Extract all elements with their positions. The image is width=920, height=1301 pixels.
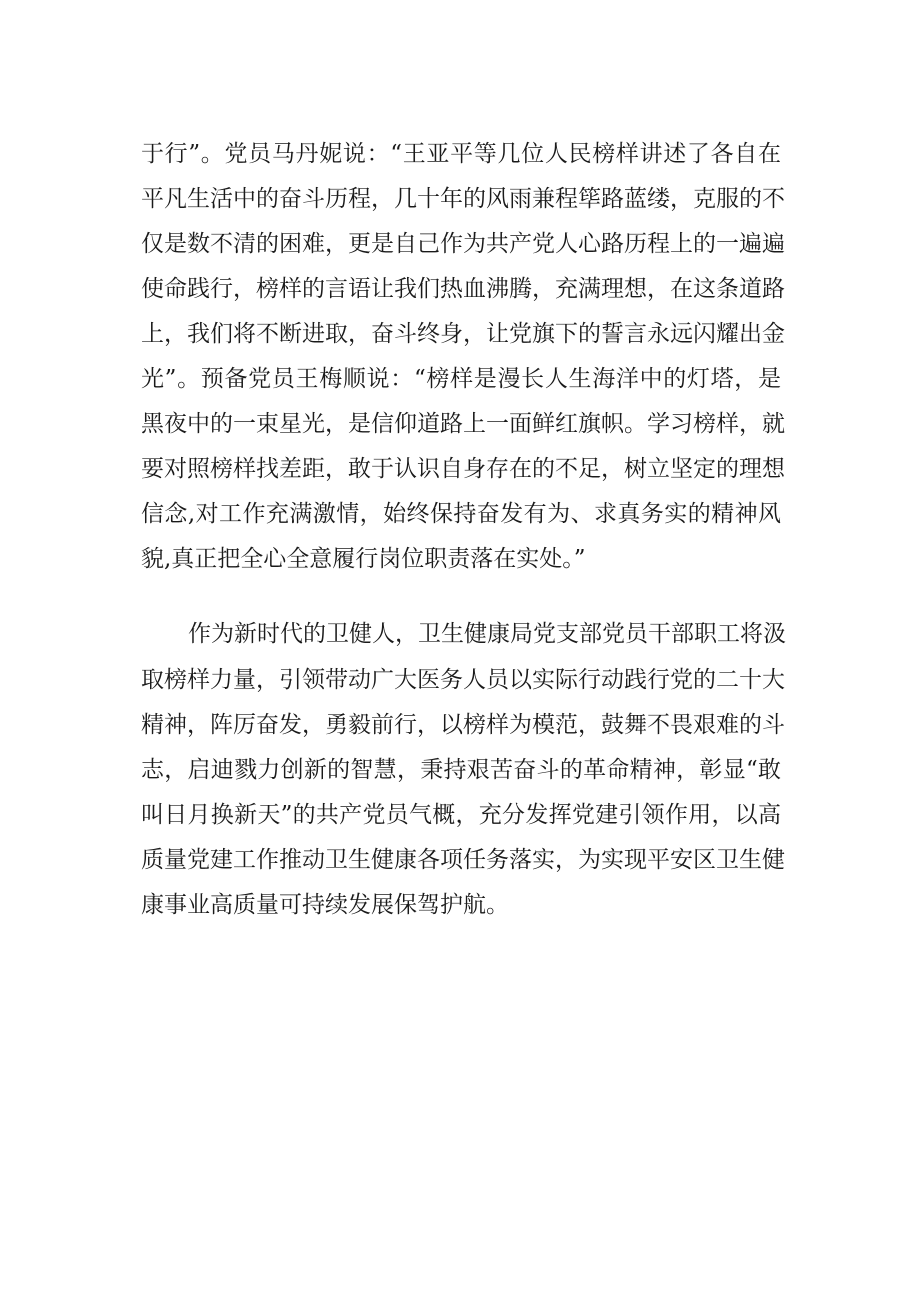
text-line: 仅是数不清的困难，更是自己作为共产党人心路历程上的一遍遍 xyxy=(141,231,785,257)
text-line: 叫日月换新天”的共产党员气概，充分发挥党建引领作用，以高 xyxy=(141,802,781,828)
text-line: 康事业高质量可持续发展保驾护航。 xyxy=(141,892,509,918)
text-line: 光”。预备党员王梅顺说：“榜样是漫长人生海洋中的灯塔，是 xyxy=(141,366,781,392)
text-line: 于行”。党员马丹妮说：“王亚平等几位人民榜样讲述了各自在 xyxy=(141,141,781,167)
text-line: 貌,真正把全心全意履行岗位职责落在实处。” xyxy=(141,546,586,572)
text-line: 作为新时代的卫健人，卫生健康局党支部党员干部职工将汲 xyxy=(188,621,786,647)
text-line: 取榜样力量，引领带动广大医务人员以实际行动践行党的二十大 xyxy=(141,667,785,693)
text-line: 志，启迪戮力创新的智慧，秉持艰苦奋斗的革命精神，彰显“敢 xyxy=(141,757,781,783)
text-line: 精神，阵厉奋发，勇毅前行，以榜样为模范，鼓舞不畏艰难的斗 xyxy=(141,712,785,738)
text-line: 上，我们将不断进取，奋斗终身，让党旗下的誓言永远闪耀出金 xyxy=(141,321,785,347)
text-line: 质量党建工作推动卫生健康各项任务落实，为实现平安区卫生健 xyxy=(141,847,785,873)
text-line: 黑夜中的一束星光，是信仰道路上一面鲜红旗帜。学习榜样，就 xyxy=(141,411,785,437)
text-line: 要对照榜样找差距，敢于认识自身存在的不足，树立坚定的理想 xyxy=(141,456,785,482)
text-line: 平凡生活中的奋斗历程，几十年的风雨兼程筚路蓝缕，克服的不 xyxy=(141,186,785,212)
text-line: 使命践行，榜样的言语让我们热血沸腾，充满理想，在这条道路 xyxy=(141,276,785,302)
text-line: 信念,对工作充满激情，始终保持奋发有为、求真务实的精神风 xyxy=(141,501,781,527)
